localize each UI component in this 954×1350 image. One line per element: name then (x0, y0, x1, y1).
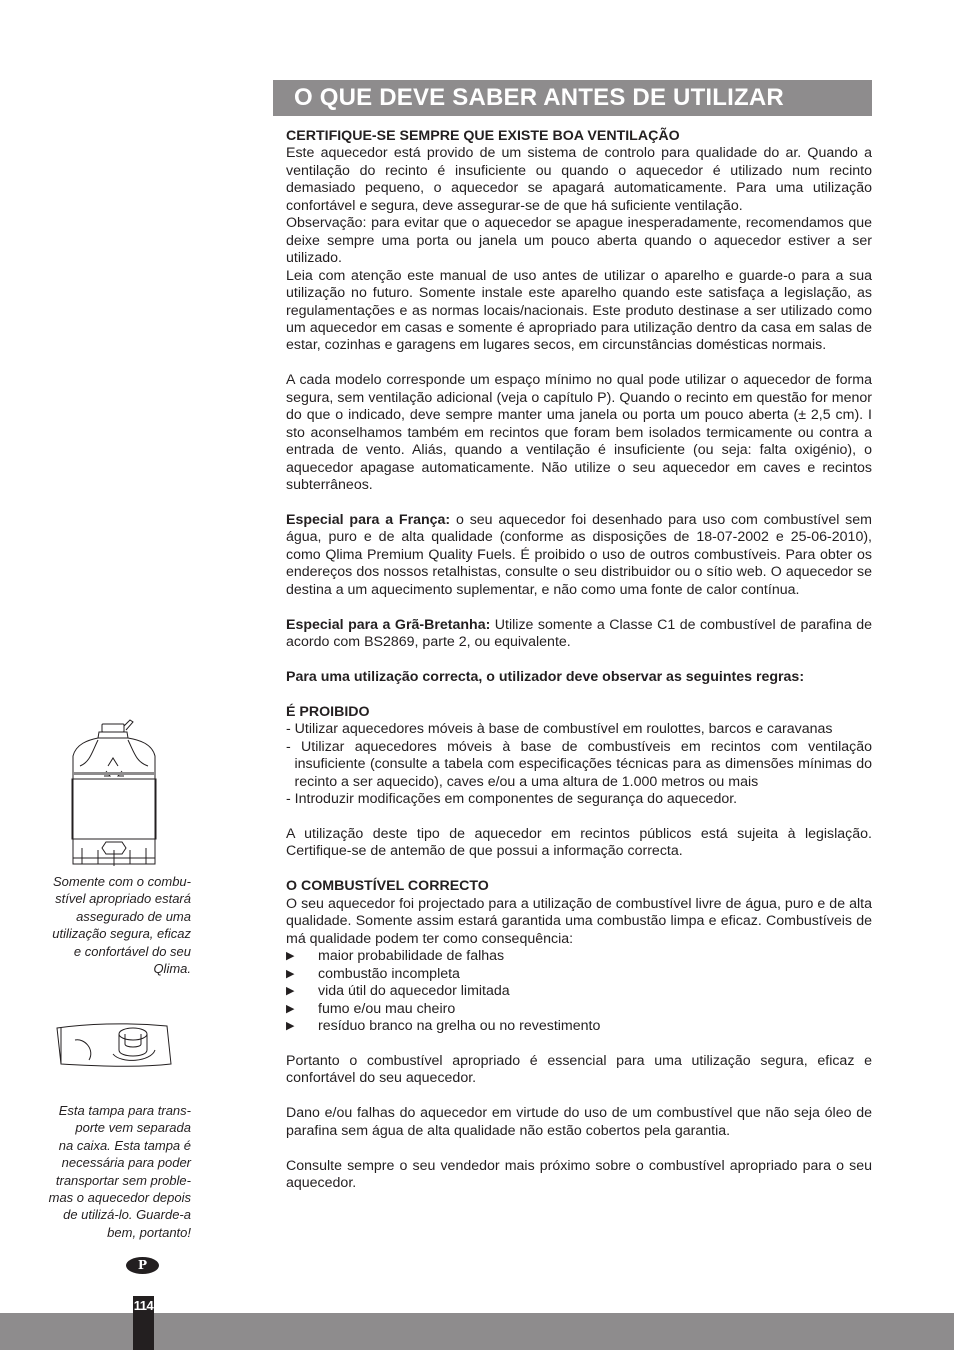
main-content (286, 128, 872, 1192)
caption-line: assegurado de uma (76, 908, 191, 924)
fuel-consequence-item (286, 983, 872, 1000)
caption-line: na caixa. Esta tampa é (58, 1137, 191, 1153)
france-text: o seu aquecedor foi desenhado para uso com combustível sem água, puro e de alta qualidade (conforme as disposições de 18-07-2002 e 25-06-2010), como Qlima Premium Quality Fuels. É proibido o uso de outros combustíveis. Para obter os endereços dos nossos retalhistas, consulte o seu distribuidor ou o sítio web. O aquecedor se destina a um aquecimento suplementar, e não como uma fonte de calor contínua. (286, 511, 872, 598)
forbidden-heading: É PROIBIDO (286, 703, 370, 720)
bullet-text: resíduo branco na grelha ou no revestimento (318, 1018, 601, 1034)
fuel-consequence-item (286, 948, 872, 965)
page-title: O QUE DEVE SABER ANTES DE UTILIZAR (273, 80, 872, 116)
ventilation-paragraph-2: Observação: para evitar que o aquecedor se apague inesperadamente, recomendamos que deixe sempre uma porta ou janela um pouco aberta quando o aquecedor estiver a ser utilizado. (286, 215, 872, 267)
fuel-caption (30, 873, 191, 977)
forbidden-item: - Utilizar aquecedores móveis à base de combustíveis em recintos com ventilação insuficiente (consulte a tabela com especificações técnicas para as dimensões mínimas do recinto a ser aquecido), caves e/ou a uma altura de 1.000 metros ou mais (286, 738, 872, 790)
ventilation-paragraph-1: Este aquecedor está provido de um sistema de controlo para qualidade do ar. Quando a ventilação do recinto é insuficiente ou quando o aquecedor é utilizado num recinto demasiado pequeno, o aquecedor se apagará automaticamente. Para uma utilização confortável e segura, deve assegurar-se de que há suficiente ventilação. (286, 145, 872, 214)
warranty-paragraph: Dano e/ou falhas do aquecedor em virtude do uso de um combustível que não seja óleo de parafina sem água de alta qualidade não estão cobertos pela garantia. (286, 1105, 872, 1139)
ventilation-paragraph-4: A cada modelo corresponde um espaço mínimo no qual pode utilizar o aquecedor de forma segura, sem ventilação adicional (veja o capítulo P). Quando o recinto em questão for menor do que o indicado, deve sempre manter uma janela ou porta um pouco aberta (± 2,5 cm). I sto aconselhamos também em recintos que foram bem isolados termicamente ou contra a entrada de vento. Aliás, quando a ventilação é insuficiente (ou seja: falta oxigénio), o aquecedor apagase automaticamente. Não utilize o seu aquecedor em caves e recintos subterrâneos. (286, 372, 872, 494)
caption-line: transportar sem proble- (55, 1172, 191, 1188)
language-badge: P (126, 1257, 159, 1274)
france-label: Especial para a França: (286, 511, 451, 528)
caption-line: Esta tampa para trans- (58, 1103, 191, 1118)
page-number: 114 (133, 1296, 154, 1350)
public-use-paragraph: A utilização deste tipo de aquecedor em recintos públicos está sujeita à legislação. Certifique-se de antemão de que possui a informação correcta. (286, 826, 872, 860)
forbidden-item: - Introduzir modificações em componentes de segurança do aquecedor. (286, 791, 738, 808)
fuel-consequence-item (286, 966, 872, 983)
triangle-bullet-icon: ▶ (286, 950, 295, 963)
britain-text: Utilize somente a Classe C1 de combustível de parafina de acordo com BS2869, parte 2, ou equivalente. (286, 616, 872, 651)
caption-line: e confortável do seu (73, 943, 191, 959)
caption-line: necessária para poder (61, 1155, 191, 1171)
fuel-essential-paragraph: Portanto o combustível apropriado é essencial para uma utilização segura, eficaz e confortável do seu aquecedor. (286, 1052, 872, 1087)
caption-line: Qlima. (153, 961, 191, 977)
transport-cap-icon (55, 1020, 173, 1070)
caption-line: porte vem separada (75, 1120, 191, 1136)
caption-line: stível apropriado estará (55, 891, 191, 907)
ventilation-heading: CERTIFIQUE-SE SEMPRE QUE EXISTE BOA VENTILAÇÃO (286, 128, 680, 144)
fuel-jerrycan-icon (68, 716, 160, 868)
bullet-text: combustão incompleta (318, 965, 460, 982)
fuel-consequence-item (286, 1018, 872, 1035)
france-paragraph (286, 512, 872, 599)
caption-line: utilização segura, eficaz (52, 926, 191, 942)
caption-line: Somente com o combu- (52, 874, 191, 889)
triangle-bullet-icon: ▶ (286, 985, 295, 998)
fuel-intro: O seu aquecedor foi projectado para a utilização de combustível livre de água, puro e de alta qualidade. Somente assim estará garantida uma combustão limpa e eficaz. Combustíveis de má qualidade podem ter como consequência: (286, 895, 872, 947)
triangle-bullet-icon: ▶ (286, 1002, 295, 1015)
bullet-text: fumo e/ou mau cheiro (318, 1000, 456, 1017)
caption-line: de utilizá-lo. Guarde-a (63, 1207, 191, 1223)
ventilation-paragraph-3: Leia com atenção este manual de uso antes de utilizar o aparelho e guarde-o para a sua utilização no futuro. Somente instale este aparelho quando este satisfaça a legislação, as regulamentações e as normas locais/nacionais. Este produto destinase a ser utilizado como um aquecedor em casas e somente é apropriado para utilização dentro da casa em salas de estar, cozinhas e garagens em lugares secos, em circunstâncias domésticas normais. (286, 267, 872, 354)
rules-intro: Para uma utilização correcta, o utilizador deve observar as seguintes regras: (286, 668, 805, 685)
caption-line: mas o aquecedor depois (48, 1190, 191, 1206)
britain-label: Especial para a Grã-Bretanha: (286, 616, 491, 633)
triangle-bullet-icon: ▶ (286, 1020, 295, 1032)
caption-line: bem, portanto! (107, 1224, 191, 1240)
consult-paragraph: Consulte sempre o seu vendedor mais próximo sobre o combustível apropriado para o seu aquecedor. (286, 1157, 872, 1192)
transport-cap-caption (30, 1102, 191, 1241)
triangle-bullet-icon: ▶ (286, 967, 295, 980)
bullet-text: vida útil do aquecedor limitada (318, 983, 510, 1000)
fuel-heading: O COMBUSTÍVEL CORRECTO (286, 878, 489, 895)
britain-paragraph (286, 617, 872, 652)
forbidden-item: - Utilizar aquecedores móveis à base de combustível em roulottes, barcos e caravanas (286, 721, 833, 738)
fuel-consequence-item (286, 1001, 872, 1018)
bullet-text: maior probabilidade de falhas (318, 948, 505, 965)
